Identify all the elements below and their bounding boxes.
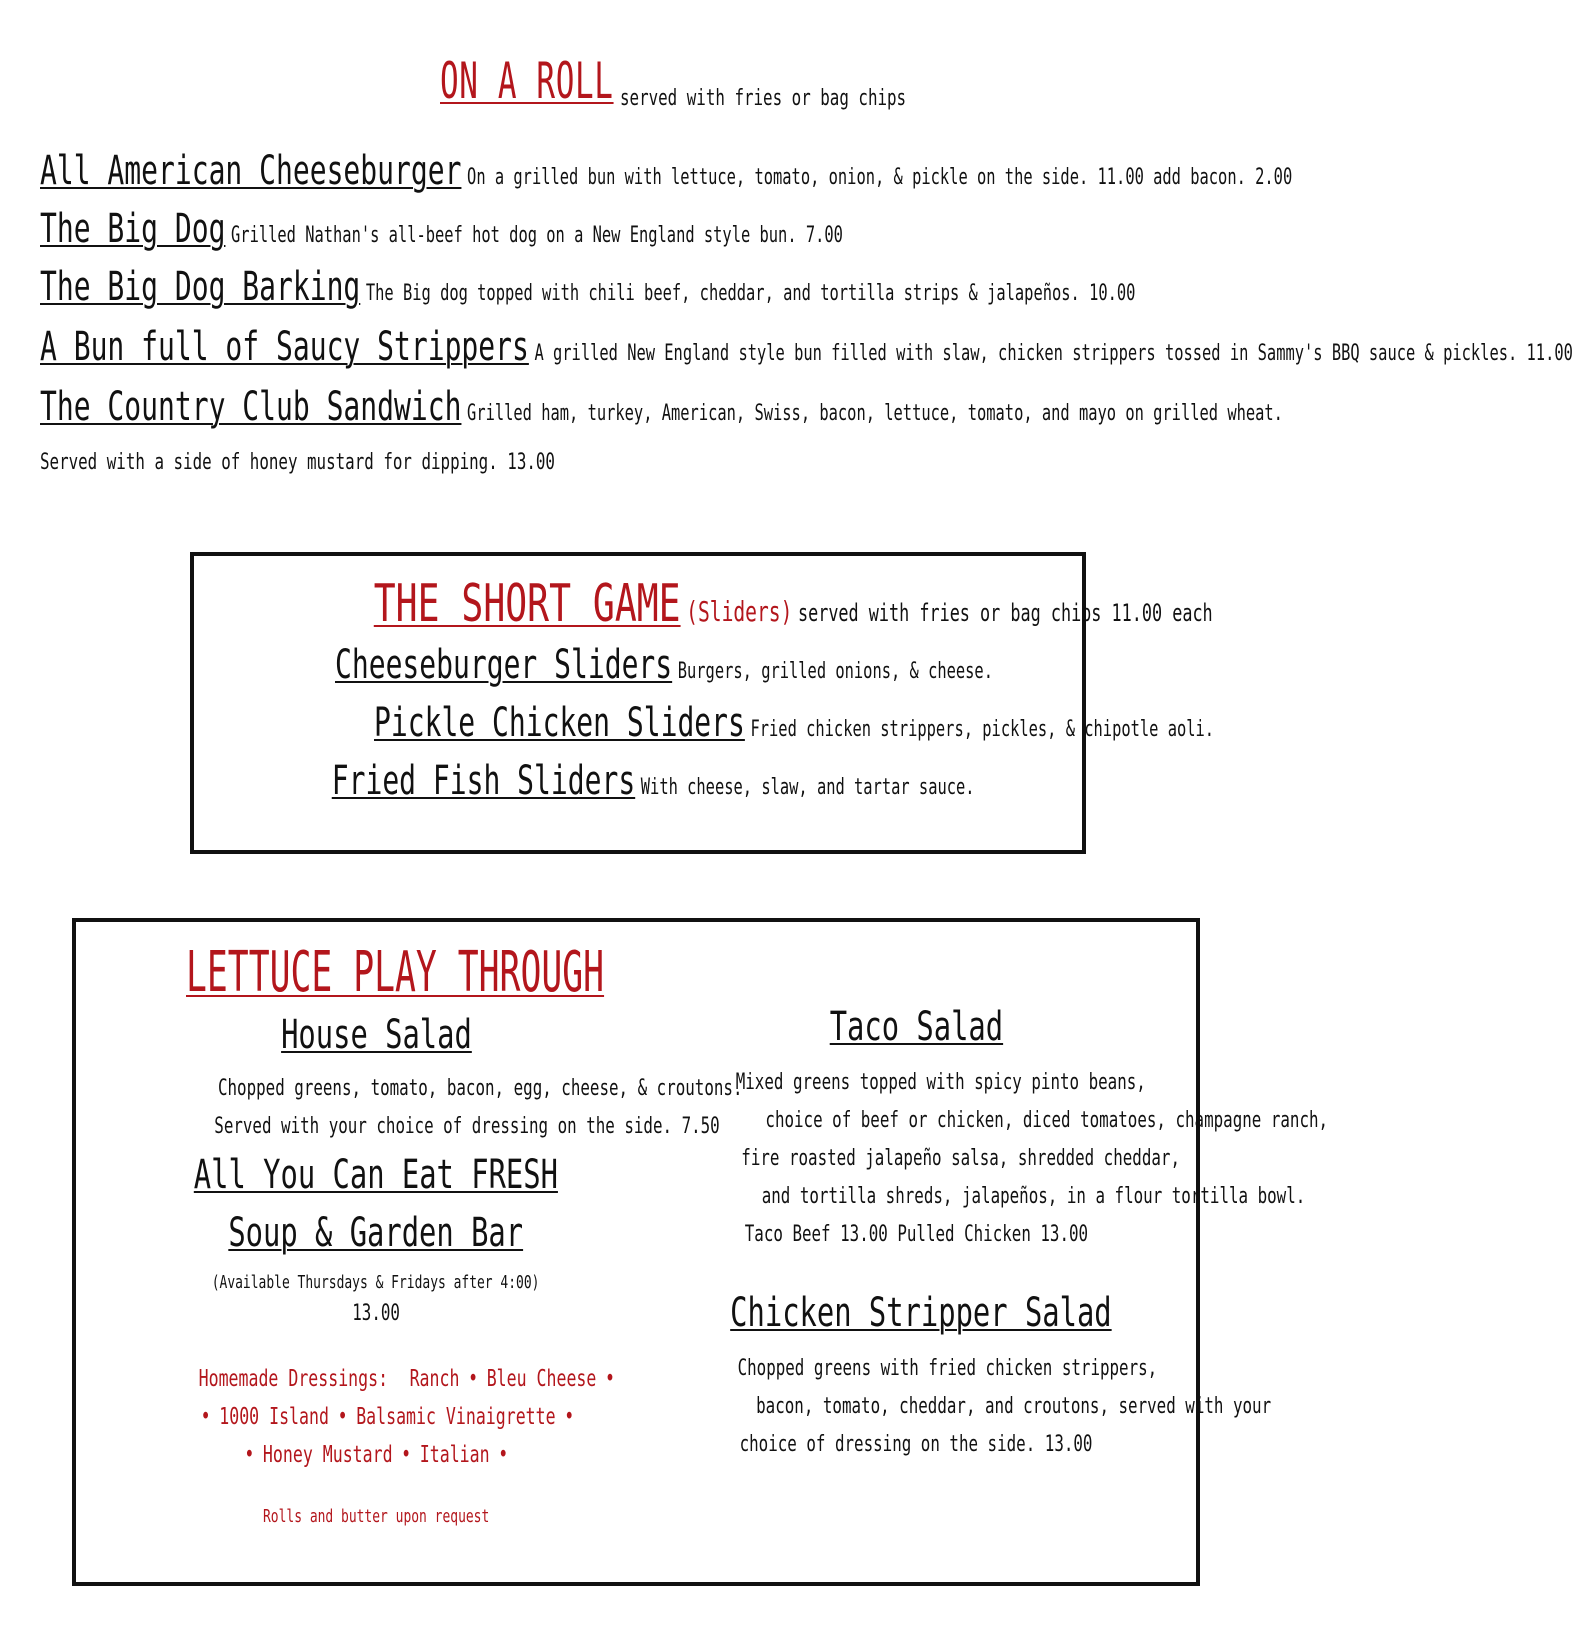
short-game-box	[190, 552, 1215, 854]
soup-bar-name: Soup & Garden Bar	[228, 1210, 524, 1256]
slider-item	[194, 700, 1215, 746]
slider-item	[194, 642, 1082, 688]
bullet: •	[468, 1366, 479, 1392]
left-column	[116, 1012, 743, 1530]
taco-salad-price: Taco Beef 13.00 Pulled Chicken 13.00	[744, 1222, 1088, 1247]
menu-item-desc: A grilled New England style bun filled with slaw, chicken strippers tossed in Sammy's BBQ sauce & pickles. 11.00	[534, 341, 1573, 366]
dressings-line	[192, 1398, 583, 1436]
short-game-heading	[194, 574, 1213, 634]
short-game-paren: (Sliders)	[686, 595, 793, 628]
chicken-stripper-salad-name: Chicken Stripper Salad	[730, 1290, 1112, 1336]
chicken-stripper-salad-line: Chopped greens with fried chicken strippers,	[737, 1356, 1158, 1381]
bullet: •	[400, 1442, 411, 1468]
on-a-roll-note: Served with a side of honey mustard for dipping. 13.00	[40, 450, 555, 475]
menu-item	[40, 264, 1135, 310]
right-column	[656, 1004, 1329, 1464]
taco-salad-line: and tortilla shreds, jalapeños, in a flour tortilla bowl.	[761, 1184, 1306, 1209]
dressing-option: 1000 Island	[219, 1404, 329, 1430]
menu-item-name: The Big Dog Barking	[40, 264, 361, 310]
rolls-note: Rolls and butter upon request	[262, 1506, 490, 1527]
house-salad-name: House Salad	[280, 1012, 472, 1058]
dressings-line	[235, 1436, 516, 1474]
dressing-option: Balsamic Vinaigrette	[356, 1404, 556, 1430]
slider-desc: With cheese, slaw, and tartar sauce.	[640, 775, 975, 800]
dressing-option: Italian	[419, 1442, 490, 1468]
bullet: •	[244, 1442, 255, 1468]
taco-salad-line: fire roasted jalapeño salsa, shredded cheddar,	[741, 1146, 1180, 1171]
house-salad-line: Chopped greens, tomato, bacon, egg, cheese, & croutons.	[217, 1076, 743, 1101]
menu-item	[40, 206, 843, 252]
taco-salad-line: choice of beef or chicken, diced tomatoes, champagne ranch,	[765, 1108, 1329, 1133]
bullet: •	[605, 1366, 615, 1392]
menu-item-desc: The Big dog topped with chili beef, cheddar, and tortilla strips & jalapeños. 10.00	[365, 281, 1136, 306]
dressings-line	[199, 1360, 624, 1398]
menu-item-desc: On a grilled bun with lettuce, tomato, onion, & pickle on the side. 11.00 add bacon. 2.00	[467, 165, 1293, 190]
slider-desc: Burgers, grilled onions, & cheese.	[677, 659, 993, 684]
slider-desc: Fried chicken strippers, pickles, & chipotle aoli.	[750, 717, 1215, 742]
bullet: •	[497, 1442, 508, 1468]
menu-item-desc: Grilled ham, turkey, American, Swiss, bacon, lettuce, tomato, and mayo on grilled wheat.	[467, 401, 1283, 426]
menu-item-name: The Big Dog	[40, 206, 226, 252]
menu-item-name: A Bun full of Saucy Strippers	[40, 324, 529, 370]
menu-item	[40, 324, 1573, 370]
dressing-option: Honey Mustard	[262, 1442, 393, 1468]
on-a-roll-title: ON A ROLL	[440, 52, 614, 110]
lettuce-box	[72, 918, 1329, 1586]
bullet: •	[337, 1404, 348, 1430]
dressing-option: Ranch	[409, 1366, 460, 1392]
menu-item-name: The Country Club Sandwich	[40, 384, 462, 430]
slider-item	[194, 758, 1082, 804]
short-game-title: THE SHORT GAME	[373, 574, 681, 634]
dressing-option: Bleu Cheese	[486, 1366, 597, 1392]
dressings-label: Homemade Dressings:	[198, 1366, 389, 1392]
slider-name: Fried Fish Sliders	[331, 758, 636, 804]
soup-bar-name: All You Can Eat FRESH	[193, 1152, 559, 1198]
bullet: •	[564, 1404, 575, 1430]
slider-name: Cheeseburger Sliders	[334, 642, 673, 688]
taco-salad-line: Mixed greens topped with spicy pinto beans,	[735, 1070, 1146, 1095]
taco-salad-name: Taco Salad	[829, 1004, 1003, 1050]
chicken-stripper-salad-line: choice of dressing on the side. 13.00	[739, 1432, 1093, 1457]
menu-item	[40, 384, 1283, 430]
bullet: •	[200, 1404, 211, 1430]
on-a-roll-subtitle: served with fries or bag chips	[620, 86, 907, 111]
chicken-stripper-salad-line: bacon, tomato, cheddar, and croutons, served with your	[756, 1394, 1272, 1419]
short-game-subtitle: served with fries or bag chips 11.00 each	[797, 599, 1213, 627]
menu-item-desc: Grilled Nathan's all-beef hot dog on a New England style bun. 7.00	[231, 223, 843, 248]
soup-bar-availability: (Available Thursdays & Fridays after 4:00)	[212, 1272, 540, 1293]
menu-item-name: All American Cheeseburger	[40, 148, 462, 194]
slider-name: Pickle Chicken Sliders	[374, 700, 745, 746]
lettuce-title: LETTUCE PLAY THROUGH	[186, 940, 605, 1005]
house-salad-line: Served with your choice of dressing on the side. 7.50	[214, 1114, 720, 1139]
menu-item	[40, 148, 1292, 194]
soup-bar-price: 13.00	[352, 1301, 400, 1326]
